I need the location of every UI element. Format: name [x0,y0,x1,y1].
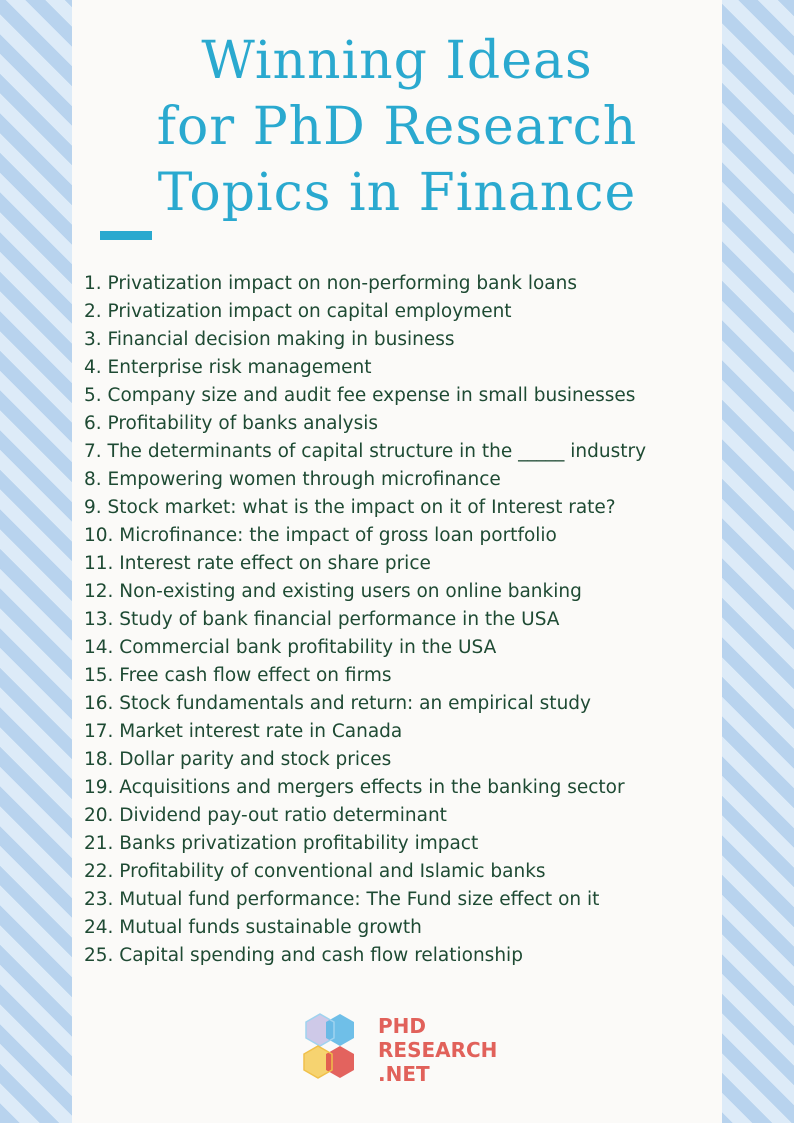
list-item: 2. Privatization impact on capital employment [84,301,512,322]
list-item: 21. Banks privatization profitability impact [84,833,479,854]
list-item: 1. Privatization impact on non-performing bank loans [84,273,577,294]
list-item: 6. Profitability of banks analysis [84,413,379,434]
list-item: 14. Commercial bank profitability in the USA [84,637,497,658]
logo-line-1: PHD [378,1014,426,1038]
list-item: 9. Stock market: what is the impact on it of Interest rate? [84,497,616,518]
list-item: 10. Microfinance: the impact of gross loan portfolio [84,525,557,546]
list-item: 19. Acquisitions and mergers effects in the banking sector [84,777,625,798]
list-item: 12. Non-existing and existing users on online banking [84,581,582,602]
list-item: 3. Financial decision making in business [84,329,455,350]
hexagon-cluster-icon [300,1012,376,1088]
list-item: 16. Stock fundamentals and return: an empirical study [84,693,591,714]
site-logo [300,1012,500,1092]
list-item: 13. Study of bank financial performance in the USA [84,609,560,630]
list-item: 17. Market interest rate in Canada [84,721,403,742]
title-line-3: Topics in Finance [157,163,637,223]
list-item: 5. Company size and audit fee expense in small businesses [84,385,636,406]
list-item: 8. Empowering women through microfinance [84,469,501,490]
topics-list [84,270,646,970]
logo-wordmark [378,1014,497,1086]
list-item: 11. Interest rate effect on share price [84,553,431,574]
list-item: 4. Enterprise risk management [84,357,372,378]
list-item: 23. Mutual fund performance: The Fund size effect on it [84,889,600,910]
list-item: 25. Capital spending and cash flow relationship [84,945,523,966]
list-item: 22. Profitability of conventional and Islamic banks [84,861,546,882]
list-item: 20. Dividend pay-out ratio determinant [84,805,447,826]
list-item: 15. Free cash flow effect on firms [84,665,392,686]
list-item: 24. Mutual funds sustainable growth [84,917,422,938]
title-line-1: Winning Ideas [201,31,593,91]
page-title [72,28,722,226]
title-line-2: for PhD Research [156,97,638,157]
logo-line-3: .NET [378,1062,430,1086]
content-panel [72,0,722,1123]
list-item: 7. The determinants of capital structure in the _____ industry [84,441,647,462]
title-accent-bar [100,231,152,240]
logo-line-2: RESEARCH [378,1038,498,1062]
list-item: 18. Dollar parity and stock prices [84,749,392,770]
